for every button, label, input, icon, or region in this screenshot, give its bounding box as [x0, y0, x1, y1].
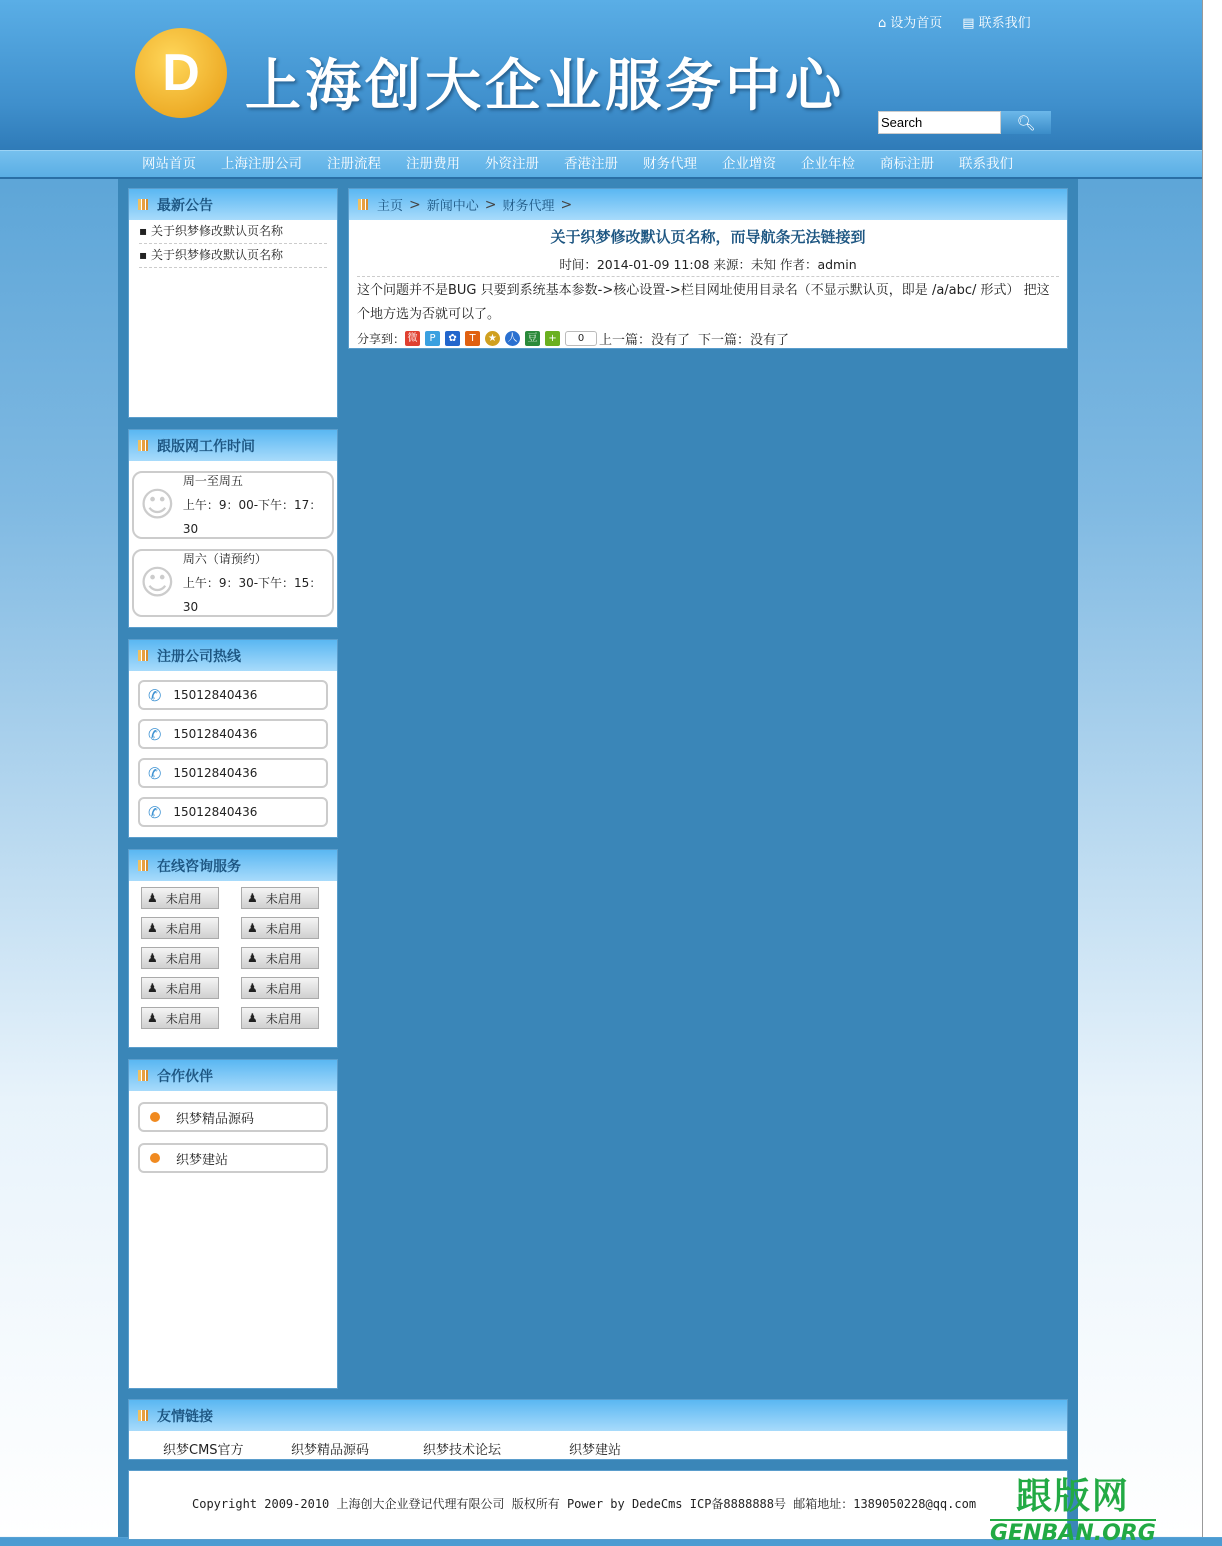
partner-link[interactable]	[138, 1143, 328, 1173]
nav-foreign[interactable]: 外资注册	[485, 156, 539, 172]
article-meta: 时间：2014-01-09 11:08 来源：未知 作者：admin	[357, 255, 1059, 277]
home-icon: ⌂	[878, 16, 887, 31]
nav-shanghai-register[interactable]: 上海注册公司	[221, 156, 302, 172]
hours-card	[132, 549, 334, 617]
bar-chart-icon	[138, 440, 148, 451]
bar-chart-icon	[138, 860, 148, 871]
nav-capital[interactable]: 企业增资	[722, 156, 776, 172]
qq-status: 未启用	[265, 921, 302, 936]
friend-link[interactable]: 织梦技术论坛	[423, 1443, 502, 1458]
share-count: 0	[565, 331, 597, 346]
qq-status: 未启用	[165, 1011, 202, 1026]
friend-link[interactable]: 织梦精品源码	[291, 1443, 370, 1458]
bar-chart-icon	[358, 199, 368, 210]
qq-penguin-icon: ♟	[147, 1011, 158, 1025]
scrollbar[interactable]	[1202, 0, 1222, 1537]
qq-status: 未启用	[165, 981, 202, 996]
breadcrumb-finance[interactable]: 财务代理	[502, 199, 555, 214]
baidu-icon[interactable]: ✿	[445, 331, 460, 346]
phone-number: 15012840436	[173, 688, 258, 702]
magnifier-icon: 🔍︎	[1016, 114, 1036, 132]
article-title: 关于织梦修改默认页名称，而导航条无法链接到	[550, 228, 866, 246]
qq-penguin-icon: ♟	[147, 951, 158, 965]
panel-title: 在线咨询服务	[157, 858, 241, 875]
main-nav	[0, 150, 1202, 179]
qq-button[interactable]	[241, 977, 319, 999]
douban-icon[interactable]: 豆	[525, 331, 540, 346]
contact-label: 联系我们	[978, 16, 1031, 31]
nav-hongkong[interactable]: 香港注册	[564, 156, 618, 172]
friend-link[interactable]: 织梦CMS官方	[163, 1443, 244, 1458]
share-label: 分享到：	[357, 332, 406, 346]
hours-card	[132, 471, 334, 539]
people-icon[interactable]: 人	[505, 331, 520, 346]
nav-fees[interactable]: 注册费用	[406, 156, 460, 172]
logo-letter: D	[162, 44, 200, 102]
set-home-label: 设为首页	[890, 16, 943, 31]
person-icon: ☺	[139, 485, 176, 525]
qq-button[interactable]	[241, 1007, 319, 1029]
partner-label: 织梦精品源码	[176, 1111, 255, 1127]
header	[0, 0, 1202, 150]
logo[interactable]	[135, 28, 227, 118]
qq-penguin-icon: ♟	[247, 921, 258, 935]
qq-penguin-icon: ♟	[247, 891, 258, 905]
hotline-item	[138, 758, 328, 788]
nav-trademark[interactable]: 商标注册	[880, 156, 934, 172]
prev-article[interactable]: 上一篇：没有了	[599, 333, 691, 348]
next-article[interactable]: 下一篇：没有了	[698, 333, 790, 348]
renren-icon[interactable]: ★	[485, 331, 500, 346]
phone-icon: ✆	[148, 724, 162, 744]
bar-chart-icon	[138, 1410, 148, 1421]
work-hours-panel	[128, 429, 338, 628]
qq-button[interactable]	[141, 887, 219, 909]
hours-time: 上午：9：30-下午：15：30	[182, 576, 322, 614]
qq-status: 未启用	[265, 1011, 302, 1026]
panel-title: 合作伙伴	[157, 1068, 213, 1085]
breadcrumb-news[interactable]: 新闻中心	[426, 199, 479, 214]
notice-item[interactable]: ▪ 关于织梦修改默认页名称	[139, 220, 327, 244]
article-panel	[348, 188, 1068, 349]
watermark-logo: 跟版网 GENBAN.ORG	[990, 1476, 1156, 1546]
footer: Copyright 2009-2010 上海创大企业登记代理有限公司 版权所有 Power by DedeCms ICP备8888888号 邮箱地址：1389050228@qq.com	[128, 1470, 1068, 1540]
qq-penguin-icon: ♟	[147, 891, 158, 905]
qq-button[interactable]	[141, 917, 219, 939]
qq-penguin-icon: ♟	[247, 951, 258, 965]
hours-day: 周六（请预约）	[182, 552, 267, 566]
bullet-icon	[150, 1153, 160, 1163]
panel-title: 友情链接	[157, 1408, 213, 1425]
hotline-item	[138, 719, 328, 749]
nav-finance[interactable]: 财务代理	[643, 156, 697, 172]
notice-item[interactable]: ▪ 关于织梦修改默认页名称	[139, 244, 327, 268]
online-service-panel	[128, 849, 338, 1048]
partner-label: 织梦建站	[176, 1152, 229, 1168]
phone-number: 15012840436	[173, 727, 258, 741]
bullet-icon	[150, 1112, 160, 1122]
qq-button[interactable]	[141, 947, 219, 969]
hotline-item	[138, 680, 328, 710]
partners-panel	[128, 1059, 338, 1389]
phone-icon: ✆	[148, 763, 162, 783]
qq-penguin-icon: ♟	[247, 981, 258, 995]
hours-time: 上午：9：00-下午：17：30	[182, 498, 322, 536]
breadcrumb: 主页 > 新闻中心 > 财务代理 >	[349, 189, 1067, 220]
friend-link[interactable]: 织梦建站	[569, 1443, 622, 1458]
qq-penguin-icon: ♟	[147, 981, 158, 995]
notice-panel	[128, 188, 338, 418]
search-button[interactable]	[1001, 111, 1051, 134]
person-icon: ☺	[139, 563, 176, 603]
nav-home[interactable]: 网站首页	[142, 156, 196, 172]
friend-links-panel	[128, 1399, 1068, 1460]
contact-link[interactable]	[962, 12, 1030, 31]
document-icon: ▤	[962, 16, 975, 31]
qq-status: 未启用	[265, 951, 302, 966]
plus-icon[interactable]: +	[545, 331, 560, 346]
breadcrumb-home[interactable]: 主页	[377, 199, 404, 214]
phone-number: 15012840436	[173, 766, 258, 780]
hotline-panel	[128, 639, 338, 838]
qq-status: 未启用	[165, 891, 202, 906]
qq-status: 未启用	[165, 951, 202, 966]
partner-link[interactable]	[138, 1102, 328, 1132]
phone-icon: ✆	[148, 685, 162, 705]
panel-title: 注册公司热线	[157, 648, 241, 665]
qzone-icon[interactable]: P	[425, 331, 440, 346]
qq-status: 未启用	[265, 891, 302, 906]
search-input[interactable]	[878, 111, 1001, 134]
nav-process[interactable]: 注册流程	[327, 156, 381, 172]
tqq-icon[interactable]: T	[465, 331, 480, 346]
bar-chart-icon	[138, 650, 148, 661]
phone-number: 15012840436	[173, 805, 258, 819]
panel-title: 最新公告	[157, 197, 213, 214]
article-body: 这个问题并不是BUG 只要到系统基本参数->核心设置->栏目网址使用目录名（不显示默认页，即是 /a/abc/ 形式） 把这个地方选为否就可以了。	[357, 283, 1050, 322]
nav-annual[interactable]: 企业年检	[801, 156, 855, 172]
qq-button[interactable]	[241, 947, 319, 969]
nav-contact[interactable]: 联系我们	[959, 156, 1013, 172]
qq-button[interactable]	[141, 977, 219, 999]
weibo-icon[interactable]: 微	[405, 331, 420, 346]
qq-button[interactable]	[241, 887, 319, 909]
site-title: 上海创大企业服务中心	[245, 54, 845, 119]
share-bar	[349, 329, 1067, 348]
qq-button[interactable]	[141, 1007, 219, 1029]
hotline-item	[138, 797, 328, 827]
hours-day: 周一至周五	[182, 474, 243, 488]
content-wrapper	[118, 179, 1078, 1537]
qq-status: 未启用	[265, 981, 302, 996]
set-home-link[interactable]	[878, 12, 942, 31]
qq-button[interactable]	[241, 917, 319, 939]
bar-chart-icon	[138, 199, 148, 210]
panel-title: 跟版网工作时间	[157, 438, 255, 455]
bar-chart-icon	[138, 1070, 148, 1081]
qq-status: 未启用	[165, 921, 202, 936]
search-box	[878, 111, 1051, 134]
qq-penguin-icon: ♟	[147, 921, 158, 935]
qq-penguin-icon: ♟	[247, 1011, 258, 1025]
phone-icon: ✆	[148, 802, 162, 822]
